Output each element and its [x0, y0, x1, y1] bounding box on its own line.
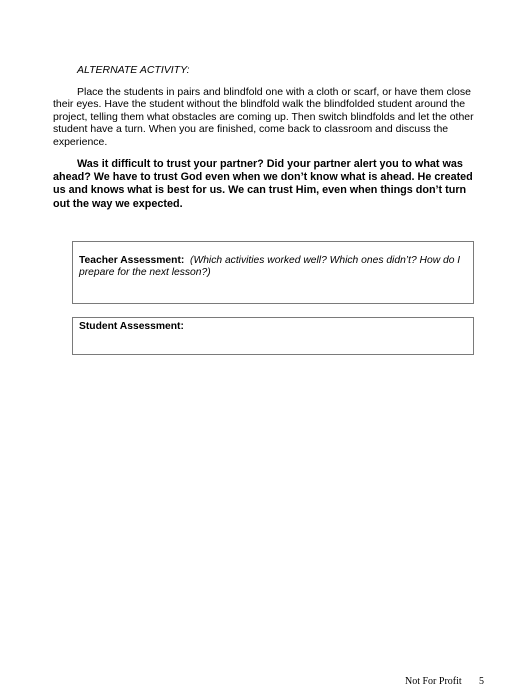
student-assessment-label: Student Assessment:	[79, 321, 184, 332]
page-footer	[0, 675, 532, 688]
page-number: 5	[479, 676, 484, 687]
footer-text: Not For Profit	[405, 676, 462, 687]
activity-instructions	[53, 86, 478, 148]
teacher-assessment-label: Teacher Assessment:	[79, 255, 185, 266]
section-heading: ALTERNATE ACTIVITY:	[77, 64, 190, 76]
student-assessment-box	[72, 317, 474, 355]
discussion-paragraph	[53, 158, 478, 211]
teacher-assessment-hint: (Which activities worked well? Which ones didn’t? How do I prepare for the next lesson?)	[79, 255, 461, 279]
discussion-paragraph-text: Was it difficult to trust your partner? Did your partner alert you to what was ahead? We have to trust God even when we don’t know what is ahead. He created us and knows what is best for us. We can trust Him, even when things don’t turn out the way we expected.	[53, 158, 473, 210]
teacher-assessment-box	[72, 241, 474, 304]
activity-instructions-text: Place the students in pairs and blindfold one with a cloth or scarf, or have them close their eyes. Have the student without the blindfold walk the blindfolded student around the project, telling them what obstacles are coming up. Then switch blindfolds and let the other student have a turn. When you are finished, come back to classroom and discuss the experience.	[53, 86, 474, 148]
